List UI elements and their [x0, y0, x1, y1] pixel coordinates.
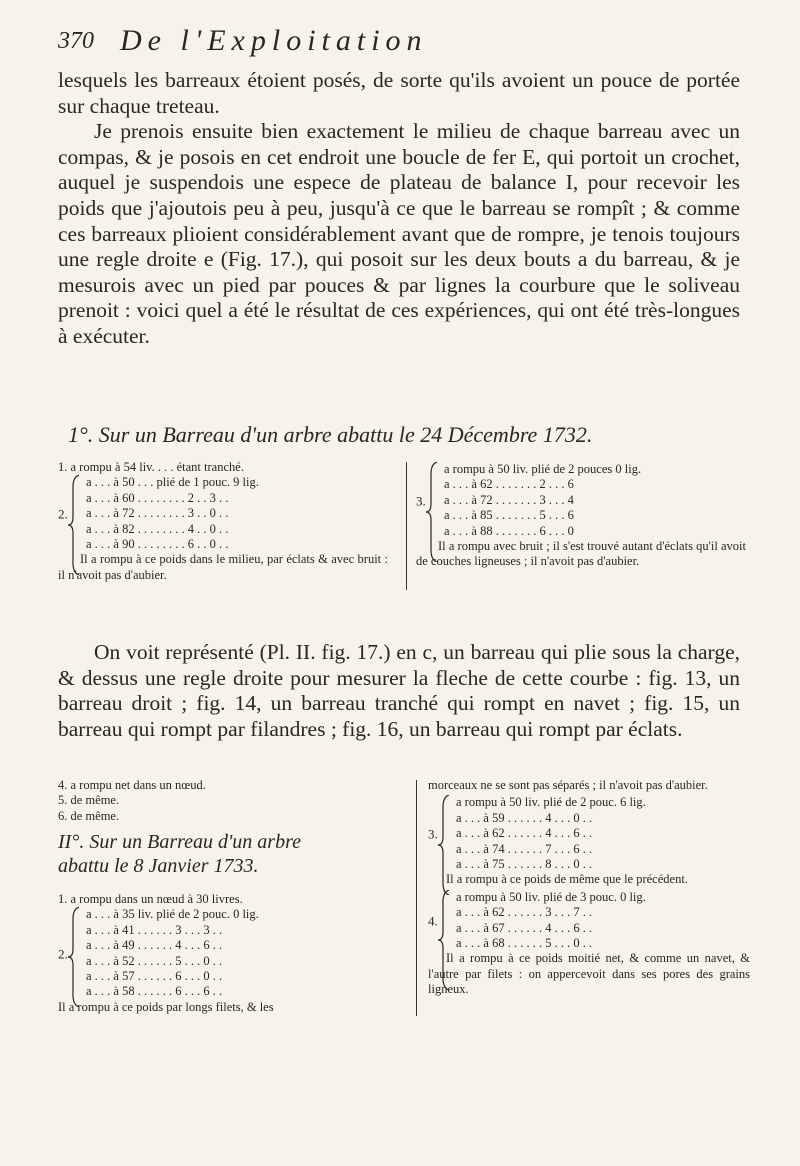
- trial-row: a . . . à 62 . . . . . . 4 . . . 6 . .: [456, 826, 593, 841]
- trial-row: a . . . à 68 . . . . . . 5 . . . 0 . .: [456, 936, 593, 951]
- page-number: 370: [58, 28, 94, 54]
- trial-row: a . . . à 60 . . . . . . . . 2 . . 3 . .: [86, 490, 229, 505]
- trial-row: a . . . à 67 . . . . . . 4 . . . 6 . .: [456, 920, 593, 935]
- middle-text: [58, 640, 740, 742]
- trial-row: a . . . à 85 . . . . . . . 5 . . . 6: [444, 508, 574, 523]
- trial-row: a . . . à 82 . . . . . . . . 4 . . 0 . .: [86, 521, 229, 536]
- trial-row: a . . . à 49 . . . . . . 4 . . . 6 . .: [86, 938, 223, 953]
- trial-group-4: [428, 890, 750, 952]
- trial-1: 1. a rompu dans un nœud à 30 livres.: [58, 892, 243, 906]
- trial-row: a rompu à 50 liv. plié de 3 pouc. 0 lig.: [456, 889, 646, 904]
- trial-row: a . . . à 52 . . . . . . 5 . . . 0 . .: [86, 953, 223, 968]
- trial-1: 1. a rompu à 54 liv. . . . étant tranché.: [58, 460, 244, 474]
- column-divider: [416, 780, 417, 1016]
- trial-row: a . . . à 50 . . . plié de 1 pouc. 9 lig.: [86, 475, 259, 490]
- trial-6: 6. de même.: [58, 808, 120, 823]
- trial-row: a . . . à 57 . . . . . . 6 . . . 0 . .: [86, 969, 223, 984]
- section-2-left-column: [58, 892, 403, 1015]
- running-head: [58, 22, 740, 62]
- intro-paragraph-2: Je prenois ensuite bien exactement le milieu de chaque barreau avec un compas, & je posois en cet endroit une boucle de fer E, qui portoit un crochet, auquel je suspendois une espece de plateau de balance I, pour recevoir les poids que j'ajoutois peu à peu, jusqu'à ce que le barreau se rompît ; & comme ces barreaux plioient considérablement avant que de rompre, je tenois toujours une regle droite e (Fig. 17.), qui posoit sur les deux bouts a du barreau, & je mesurois avec un pied par pouces & par lignes la courbure que le soliveau prenoit : voici quel a été le résultat de ces expériences, qui ont été très-longues à exécuter.: [58, 119, 740, 348]
- column-divider: [406, 462, 407, 590]
- trial-row: a . . . à 75 . . . . . . 8 . . . 0 . .: [456, 857, 593, 872]
- brace-icon: [68, 907, 80, 1007]
- trial-row: a . . . à 90 . . . . . . . . 6 . . 0 . .: [86, 537, 229, 552]
- trial-row: a . . . à 74 . . . . . . 7 . . . 6 . .: [456, 841, 593, 856]
- trial-group-3: [428, 795, 750, 872]
- section-2-title-line-1: II°. Sur un Barreau d'un arbre: [58, 831, 301, 853]
- trial-group-2: [58, 475, 388, 552]
- trial-note: Il a rompu à ce poids dans le milieu, par éclats & avec bruit : il n'avoit pas d'aubier.: [58, 552, 388, 582]
- section-2-title-line-2: abattu le 8 Janvier 1733.: [58, 855, 259, 877]
- trial-row: a . . . à 35 liv. plié de 2 pouc. 0 lig.: [86, 907, 259, 922]
- trial-4: 4. a rompu net dans un nœud.: [58, 778, 206, 792]
- group-number: 3.: [416, 492, 426, 508]
- trial-row: a . . . à 88 . . . . . . . 6 . . . 0: [444, 523, 574, 538]
- trial-note: Il a rompu avec bruit ; il s'est trouvé autant d'éclats qu'il avoit de couches ligneuses ; il n'avoit pas d'aubier.: [416, 539, 746, 569]
- trial-row: a . . . à 58 . . . . . . 6 . . . 6 . .: [86, 984, 223, 999]
- middle-paragraph: On voit représenté (Pl. II. fig. 17.) en c, un barreau qui plie sous la charge, & dessus une regle droite pour mesurer la fleche de cette courbe : fig. 13, un barreau droit ; fig. 14, un barreau tranché qui rompt en navet ; fig. 15, un barreau qui rompt par filandres ; fig. 16, un barreau qui rompt par éclats.: [58, 640, 740, 741]
- trial-group-3: [416, 462, 746, 539]
- trial-note: Il a rompu à ce poids de même que le précédent.: [446, 872, 688, 887]
- trial-note: Il a rompu à ce poids par longs filets, & les: [58, 999, 274, 1014]
- trial-row: a . . . à 41 . . . . . . 3 . . . 3 . .: [86, 922, 223, 937]
- trial-row: a . . . à 72 . . . . . . . 3 . . . 4: [444, 492, 574, 507]
- trial-row: a . . . à 62 . . . . . . . 2 . . . 6: [444, 477, 574, 492]
- section-1-title: 1°. Sur un Barreau d'un arbre abattu le 24 Décembre 1732.: [68, 422, 593, 447]
- section-2-title: [58, 830, 301, 878]
- section-1-left-column: [58, 460, 388, 583]
- trial-row: a rompu à 50 liv. plié de 2 pouc. 6 lig.: [456, 795, 646, 810]
- lower-right-column: [428, 778, 750, 998]
- group-number: 2.: [58, 945, 68, 961]
- trial-row: a . . . à 62 . . . . . . 3 . . . 7 . .: [456, 905, 593, 920]
- group-number: 4.: [428, 912, 438, 928]
- brace-icon: [438, 890, 450, 990]
- section-1-right-column: [416, 462, 746, 570]
- group-number: 2.: [58, 506, 68, 522]
- brace-icon: [426, 462, 438, 562]
- brace-icon: [68, 475, 80, 575]
- group-number: 3.: [428, 826, 438, 842]
- continued-note: morceaux ne se sont pas séparés ; il n'avoit pas d'aubier.: [428, 778, 708, 792]
- trial-row: a . . . à 59 . . . . . . 4 . . . 0 . .: [456, 810, 593, 825]
- running-title: De l'Exploitation: [120, 24, 428, 57]
- intro-paragraph-1: lesquels les barreaux étoient posés, de sorte qu'ils avoient un pouce de portée sur chaque treteau.: [58, 68, 740, 118]
- trial-group-2: [58, 907, 403, 999]
- lower-left-column: [58, 778, 403, 824]
- trial-row: a . . . à 72 . . . . . . . . 3 . . 0 . .: [86, 506, 229, 521]
- trial-row: a rompu à 50 liv. plié de 2 pouces 0 lig.: [444, 462, 642, 476]
- trial-note: Il a rompu à ce poids moitié net, & comme un navet, & l'autre par filets : on appercevoit dans ses pores des grains ligneux.: [428, 951, 750, 997]
- intro-text: [58, 68, 740, 350]
- trial-5: 5. de même.: [58, 793, 120, 808]
- brace-icon: [438, 795, 450, 895]
